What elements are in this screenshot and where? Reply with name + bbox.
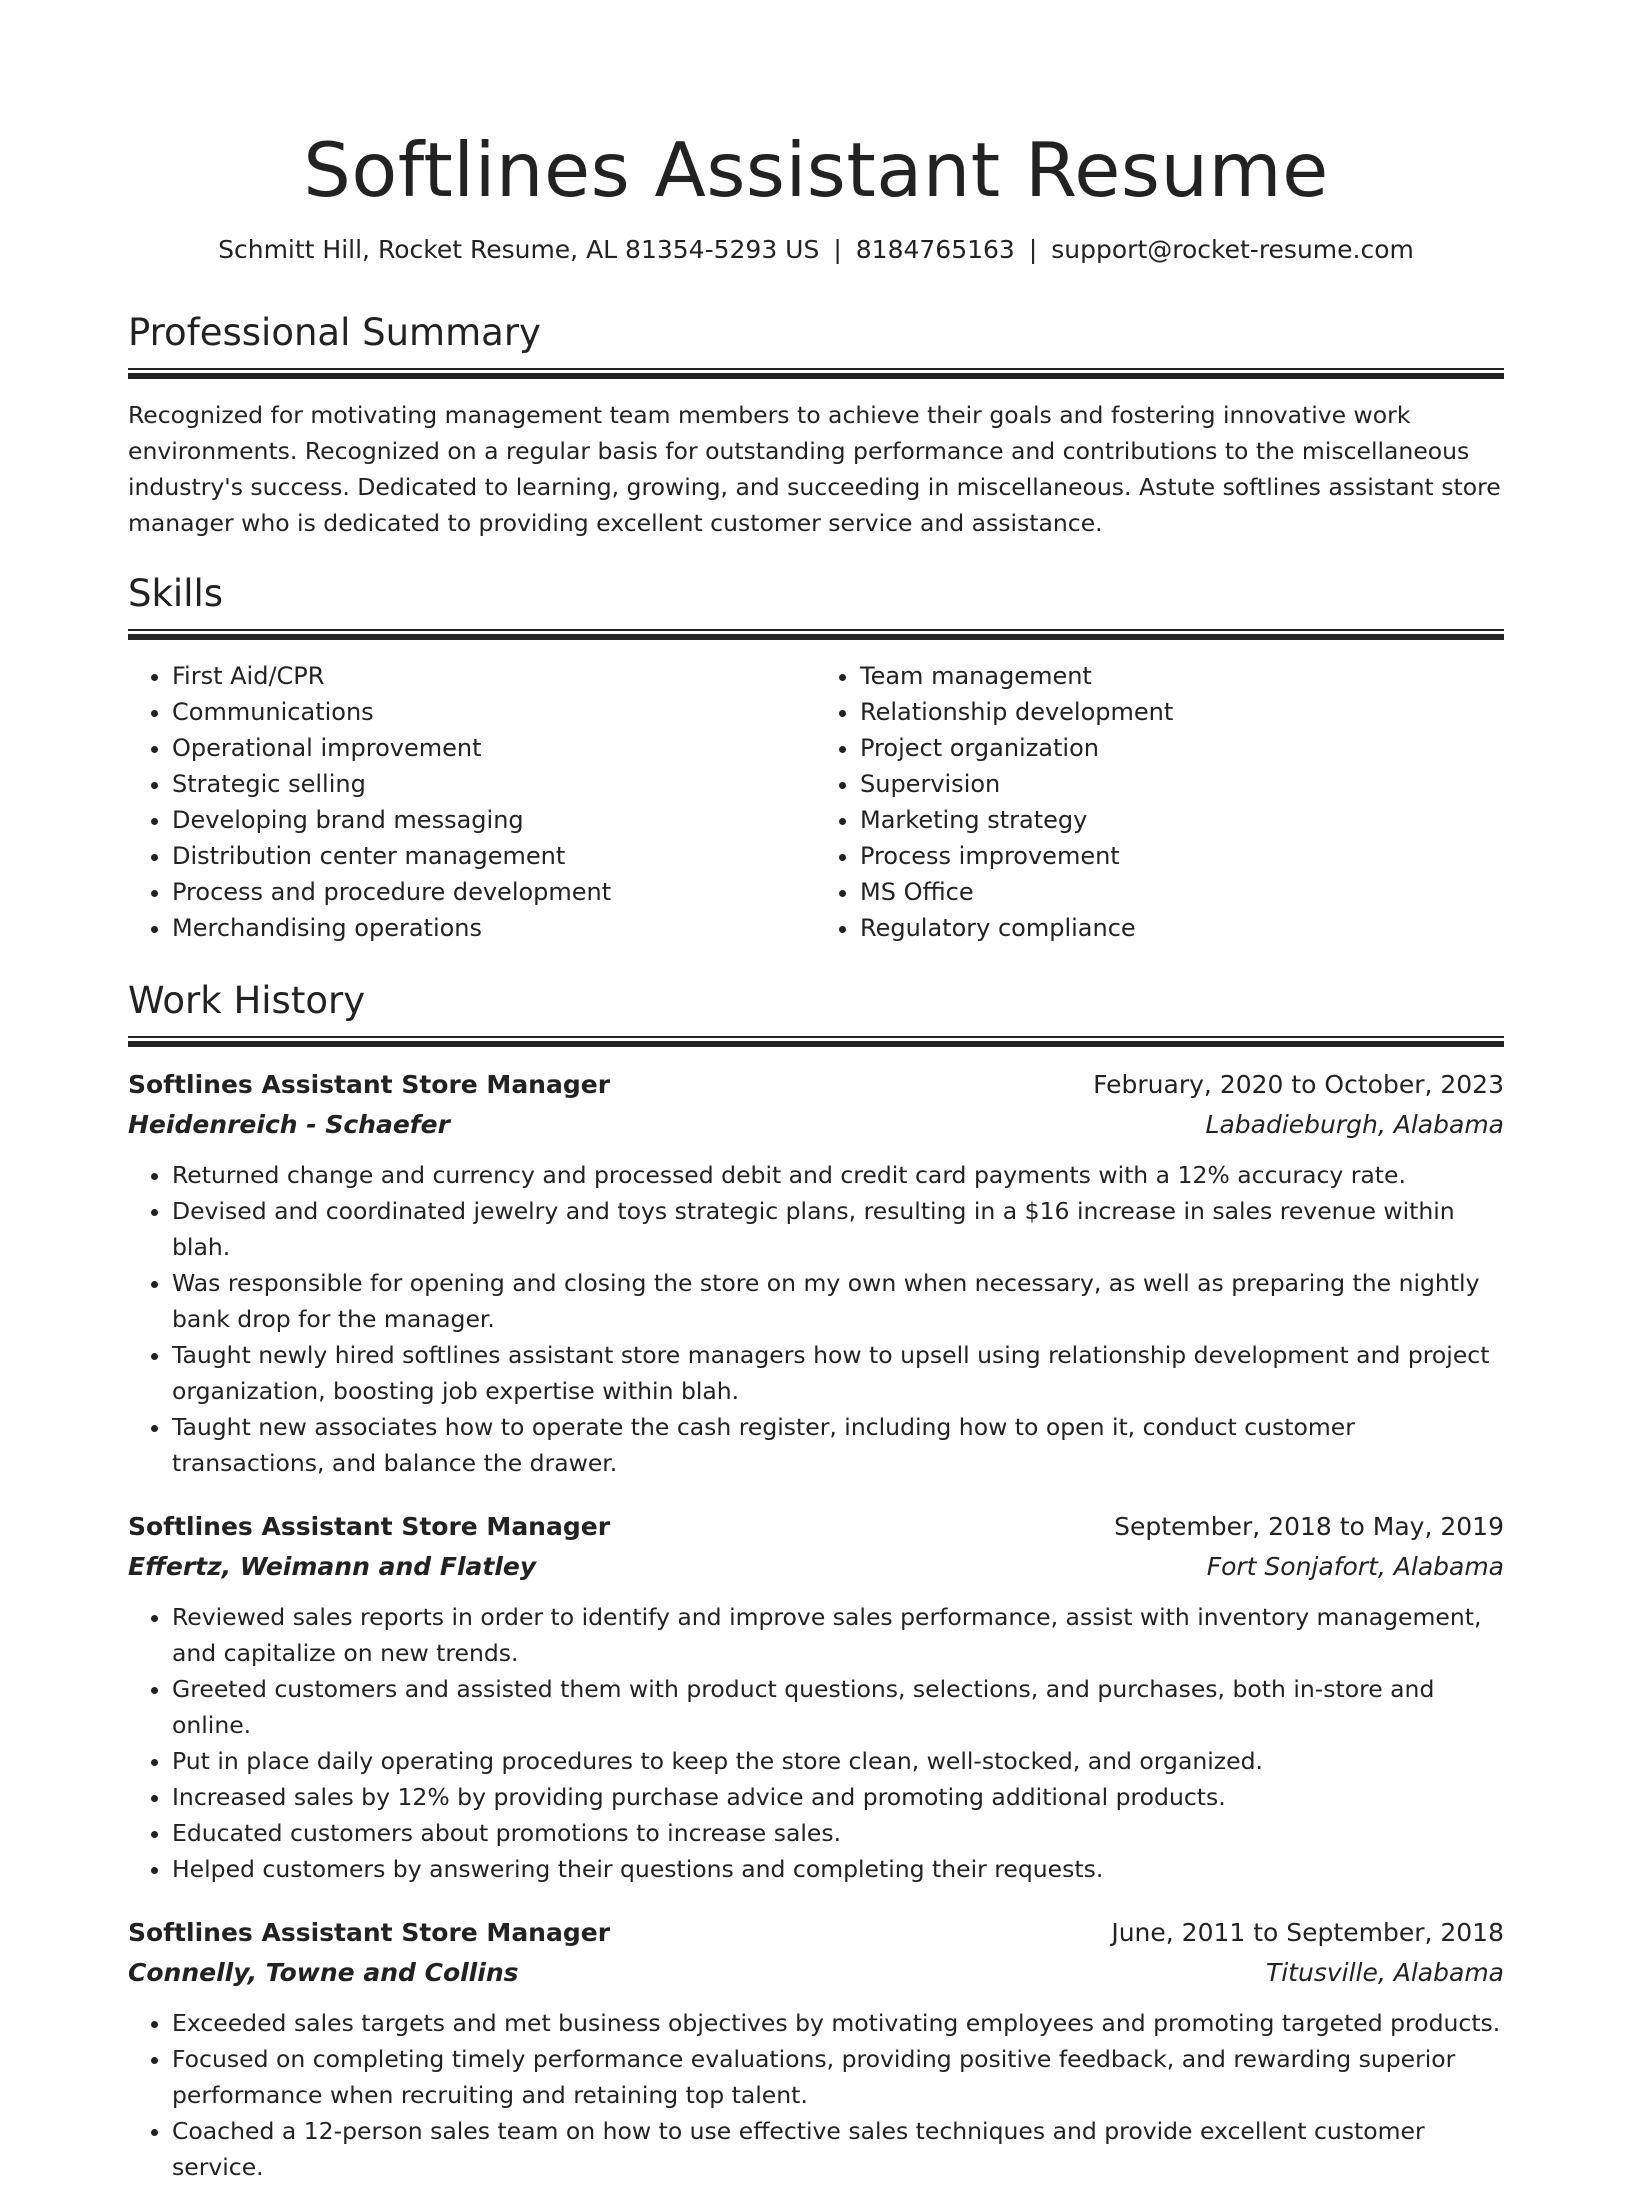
job-bullet: • Exceeded sales targets and met business objectives by motivating employees and promoting targeted products. (172, 2005, 1504, 2041)
job-dates: February, 2020 to October, 2023 (1093, 1070, 1504, 1099)
skill-item: • Team management (860, 658, 1504, 694)
job-header-row (128, 1913, 1504, 1953)
contact-line (128, 232, 1504, 268)
skills-section (128, 569, 1504, 946)
job-company: Connelly, Towne and Collins (128, 1958, 519, 1987)
section-heading: Skills (128, 572, 224, 615)
contact-email[interactable]: support@rocket-resume.com (1051, 235, 1414, 264)
job-title: Softlines Assistant Store Manager (128, 1512, 611, 1541)
skill-item: • First Aid/CPR (172, 658, 816, 694)
contact-phone: 8184765163 (855, 235, 1015, 264)
skill-item: • Regulatory compliance (860, 910, 1504, 946)
job-bullet-list (128, 2005, 1504, 2185)
skill-item: • Communications (172, 694, 816, 730)
resume-title: Softlines Assistant Resume (303, 126, 1329, 214)
skill-item: • Project organization (860, 730, 1504, 766)
job-title: Softlines Assistant Store Manager (128, 1070, 611, 1099)
contact-separator: | (833, 235, 842, 264)
job-location: Fort Sonjafort, Alabama (1206, 1552, 1504, 1581)
skill-item: • Relationship development (860, 694, 1504, 730)
job-entry (128, 1507, 1504, 1887)
skill-item: • Distribution center management (172, 838, 816, 874)
job-location: Titusville, Alabama (1265, 1958, 1504, 1987)
section-divider (128, 368, 1504, 379)
skill-item: • Process improvement (860, 838, 1504, 874)
job-location: Labadieburgh, Alabama (1205, 1110, 1504, 1139)
section-heading: Professional Summary (128, 311, 541, 354)
section-divider (128, 629, 1504, 640)
work-history-section (128, 976, 1504, 2185)
job-bullet: • Greeted customers and assisted them with product questions, selections, and purchases, both in-store and online. (172, 1671, 1504, 1743)
resume-page (128, 120, 1504, 2211)
job-header-row (128, 1065, 1504, 1105)
job-bullet-list (128, 1599, 1504, 1887)
section-heading: Work History (128, 979, 366, 1022)
job-bullet: • Returned change and currency and processed debit and credit card payments with a 12% accuracy rate. (172, 1157, 1504, 1193)
skills-grid (128, 658, 1504, 946)
skill-item: • MS Office (860, 874, 1504, 910)
professional-summary-section (128, 308, 1504, 541)
job-bullet: • Coached a 12-person sales team on how to use effective sales techniques and provide excellent customer service. (172, 2113, 1504, 2185)
job-title: Softlines Assistant Store Manager (128, 1918, 611, 1947)
job-bullet: • Educated customers about promotions to increase sales. (172, 1815, 1504, 1851)
job-entry (128, 1913, 1504, 2185)
skill-item: • Developing brand messaging (172, 802, 816, 838)
contact-separator: | (1028, 235, 1038, 264)
job-bullet: • Focused on completing timely performance evaluations, providing positive feedback, and rewarding superior performance when recruiting and retaining top talent. (172, 2041, 1504, 2113)
job-bullet: • Taught newly hired softlines assistant store managers how to upsell using relationship development and project organization, boosting job expertise within blah. (172, 1337, 1504, 1409)
job-dates: June, 2011 to September, 2018 (1111, 1918, 1504, 1947)
job-company-row (128, 1953, 1504, 1993)
job-bullet: • Was responsible for opening and closing the store on my own when necessary, as well as preparing the nightly bank drop for the manager. (172, 1265, 1504, 1337)
job-bullet: • Increased sales by 12% by providing purchase advice and promoting additional products. (172, 1779, 1504, 1815)
skills-list-left (128, 658, 816, 946)
skill-item: • Merchandising operations (172, 910, 816, 946)
job-header-row (128, 1507, 1504, 1547)
job-company: Heidenreich - Schaefer (128, 1110, 450, 1139)
job-company: Effertz, Weimann and Flatley (128, 1552, 537, 1581)
skills-list-right (816, 658, 1504, 946)
summary-text: Recognized for motivating management team members to achieve their goals and fostering innovative work environments. Recognized on a regular basis for outstanding performance and contributions to the miscellaneous industry's success. Dedicated to learning, growing, and succeeding in miscellaneous. Astute softlines assistant store manager who is dedicated to providing excellent customer service and assistance. (128, 401, 1501, 537)
job-company-row (128, 1547, 1504, 1587)
skill-item: • Supervision (860, 766, 1504, 802)
job-bullet: • Taught new associates how to operate the cash register, including how to open it, conduct customer transactions, and balance the drawer. (172, 1409, 1504, 1481)
job-bullet-list (128, 1157, 1504, 1481)
skill-item: • Process and procedure development (172, 874, 816, 910)
job-entry (128, 1065, 1504, 1481)
job-bullet: • Put in place daily operating procedures to keep the store clean, well-stocked, and organized. (172, 1743, 1504, 1779)
job-dates: September, 2018 to May, 2019 (1114, 1512, 1504, 1541)
contact-address: Schmitt Hill, Rocket Resume, AL 81354-5293 US (218, 235, 820, 264)
skill-item: • Operational improvement (172, 730, 816, 766)
skill-item: • Strategic selling (172, 766, 816, 802)
job-company-row (128, 1105, 1504, 1145)
job-bullet: • Helped customers by answering their questions and completing their requests. (172, 1851, 1504, 1887)
job-bullet: • Devised and coordinated jewelry and toys strategic plans, resulting in a $16 increase in sales revenue within blah. (172, 1193, 1504, 1265)
job-bullet: • Reviewed sales reports in order to identify and improve sales performance, assist with inventory management, and capitalize on new trends. (172, 1599, 1504, 1671)
skill-item: • Marketing strategy (860, 802, 1504, 838)
section-divider (128, 1036, 1504, 1047)
